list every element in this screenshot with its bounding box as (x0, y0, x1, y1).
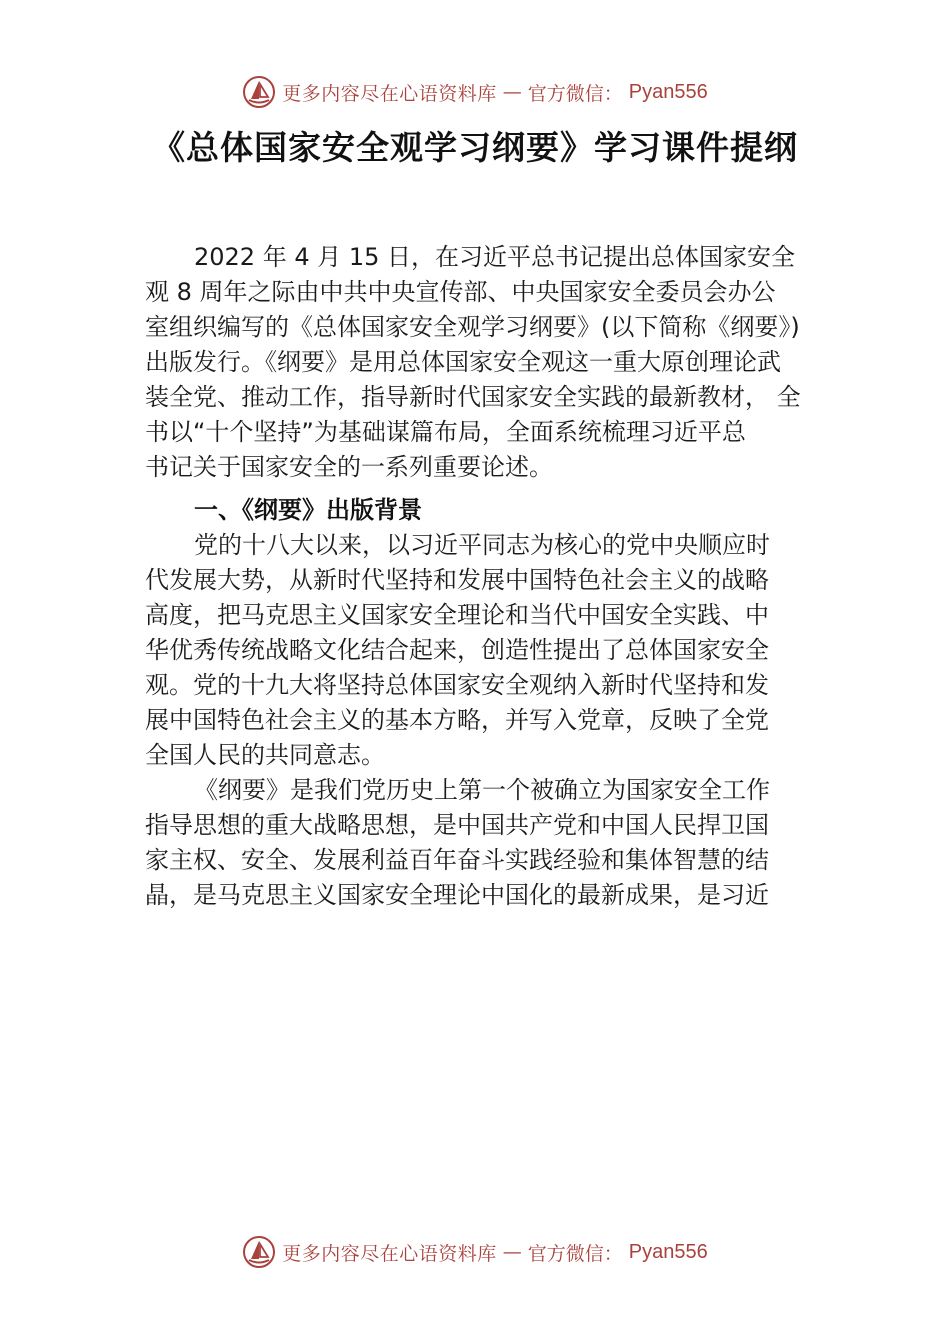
watermark-wechat-label: 官方微信： (527, 82, 623, 105)
paragraph-line: 华优秀传统战略文化结合起来，创造性提出了总体国家安全 (145, 636, 769, 664)
intro-paragraph (145, 240, 825, 485)
paragraph-line: 出版发行。《纲要》是用总体国家安全观这一重大原创理论武 (145, 348, 781, 376)
section-heading: 一、《纲要》出版背景 (194, 496, 422, 524)
watermark-wechat-label: 官方微信： (527, 1242, 623, 1265)
paragraph-line: 观。党的十九大将坚持总体国家安全观纳入新时代坚持和发 (145, 671, 769, 699)
paragraph-line: 展中国特色社会主义的基本方略，并写入党章，反映了全党 (145, 706, 769, 734)
document-body (145, 240, 825, 913)
paragraph-line: 高度，把马克思主义国家安全理论和当代中国安全实践、中 (145, 601, 769, 629)
paragraph-line: 2022 年 4 月 15 日，在习近平总书记提出总体国家安全 (194, 243, 796, 271)
paragraph-line: 装全党、推动工作，指导新时代国家安全实践的最新教材， 全 (145, 383, 801, 411)
sailboat-logo-icon (242, 75, 276, 109)
watermark-wechat-id: Pyan556 (628, 1240, 708, 1263)
paragraph-line: 观 8 周年之际由中共中央宣传部、中央国家安全委员会办公 (145, 278, 776, 306)
watermark-text: 更多内容尽在心语资料库 (282, 82, 497, 105)
paragraph-line: 家主权、安全、发展利益百年奋斗实践经验和集体智慧的结 (145, 846, 769, 874)
paragraph-line: 室组织编写的《总体国家安全观学习纲要》(以下简称《纲要》) (145, 313, 800, 341)
section-paragraph (145, 773, 825, 913)
section-paragraph (145, 528, 825, 773)
document-title: 《总体国家安全观学习纲要》学习课件提纲 (152, 128, 798, 167)
watermark-wechat-id: Pyan556 (628, 80, 708, 103)
sailboat-logo-icon (242, 1235, 276, 1269)
watermark-dash: — (502, 81, 522, 103)
paragraph-line: 《纲要》是我们党历史上第一个被确立为国家安全工作 (194, 776, 770, 804)
paragraph-line: 党的十八大以来，以习近平同志为核心的党中央顺应时 (194, 531, 770, 559)
watermark-dash: — (502, 1241, 522, 1263)
paragraph-line: 晶，是马克思主义国家安全理论中国化的最新成果，是习近 (145, 881, 769, 909)
paragraph-line: 全国人民的共同意志。 (145, 741, 385, 769)
paragraph-line: 代发展大势，从新时代坚持和发展中国特色社会主义的战略 (145, 566, 769, 594)
paragraph-line: 指导思想的重大战略思想，是中国共产党和中国人民捍卫国 (145, 811, 769, 839)
footer-watermark (0, 1232, 950, 1272)
paragraph-line: 书以“十个坚持”为基础谋篇布局，全面系统梳理习近平总 (145, 418, 746, 446)
header-watermark (0, 72, 950, 112)
paragraph-line: 书记关于国家安全的一系列重要论述。 (145, 453, 553, 481)
watermark-text: 更多内容尽在心语资料库 (282, 1242, 497, 1265)
